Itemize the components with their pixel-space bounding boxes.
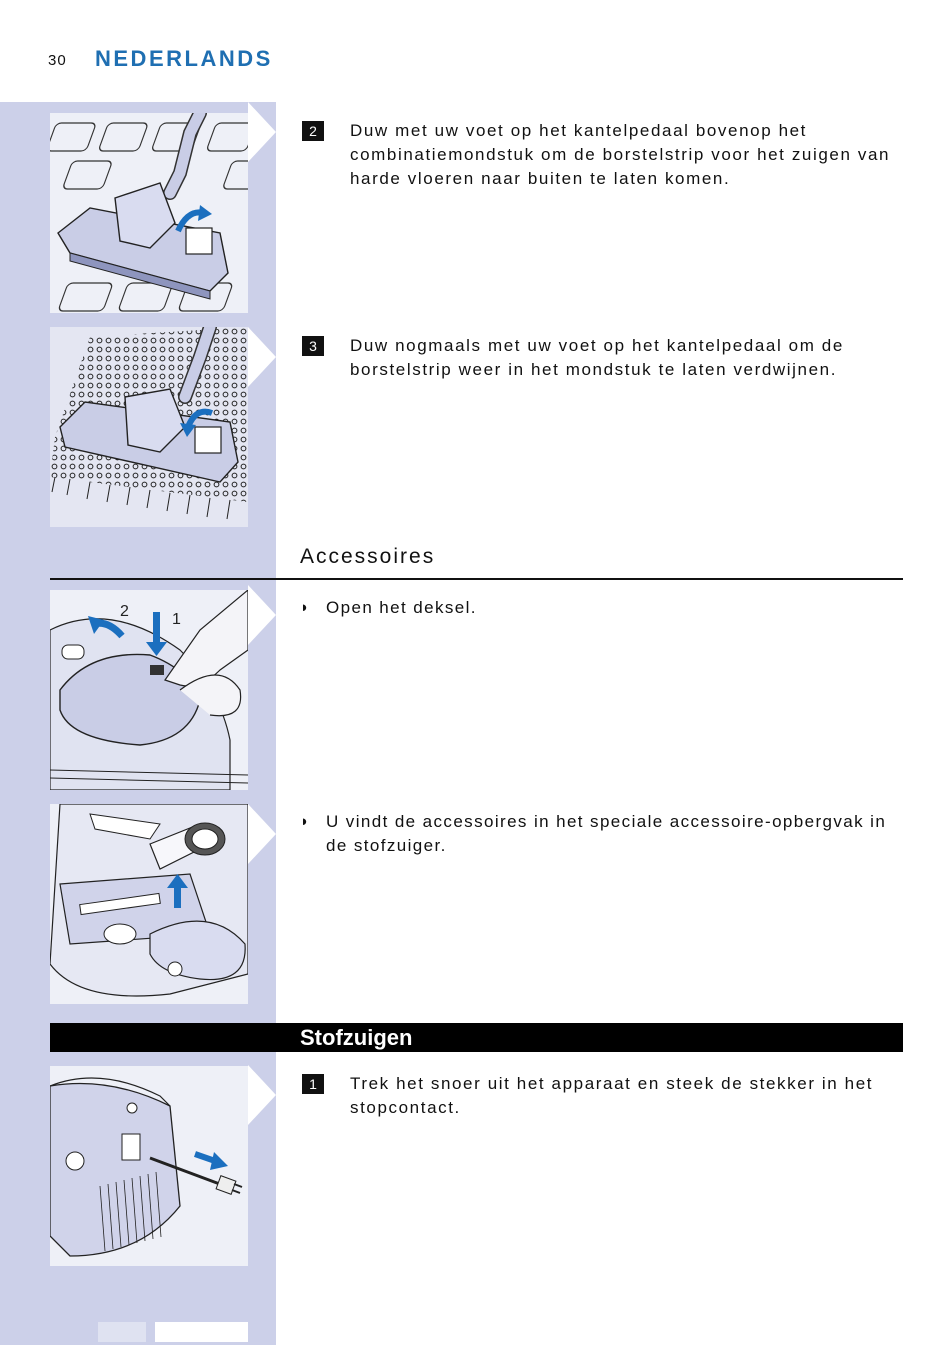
nozzle-carpet-illustration <box>50 327 248 527</box>
notch <box>248 1065 276 1125</box>
step-number: 1 <box>302 1074 324 1094</box>
section-divider <box>50 578 903 580</box>
arrow-label-2: 2 <box>120 603 129 620</box>
bullet-icon: ◗ <box>300 599 310 616</box>
page-number: 30 <box>48 52 67 69</box>
footer-strip <box>155 1322 248 1342</box>
open-lid-illustration <box>50 590 248 790</box>
arrow-label-1: 1 <box>172 611 181 628</box>
step-text: Duw met uw voet op het kantelpedaal bovenop het combinatiemondstuk om de borstelstrip voor het zuigen van harde vloeren naar buiten te laten komen. <box>350 121 891 188</box>
bullet-text: Open het deksel. <box>326 598 477 617</box>
notch <box>248 804 276 864</box>
notch <box>248 327 276 387</box>
step-number: 3 <box>302 336 324 356</box>
bullet-icon: ◗ <box>300 813 310 830</box>
section-bar <box>50 1023 903 1052</box>
step-text: Trek het snoer uit het apparaat en steek de stekker in het stopcontact. <box>350 1074 874 1117</box>
step-text: Duw nogmaals met uw voet op het kantelpedaal om de borstelstrip weer in het mondstuk te laten verdwijnen. <box>350 336 844 379</box>
footer-strip <box>98 1322 146 1342</box>
accessory-storage-illustration <box>50 804 248 1004</box>
notch <box>248 585 276 645</box>
language-title: NEDERLANDS <box>95 46 273 71</box>
accessories-heading: Accessoires <box>300 545 436 568</box>
section-title: Stofzuigen <box>300 1025 413 1050</box>
bullet-text: U vindt de accessoires in het speciale accessoire-opbergvak in de stofzuiger. <box>326 812 887 855</box>
step-number: 2 <box>302 121 324 141</box>
power-cord-illustration <box>50 1066 248 1266</box>
notch <box>248 102 276 162</box>
nozzle-tiles-illustration <box>50 113 248 313</box>
